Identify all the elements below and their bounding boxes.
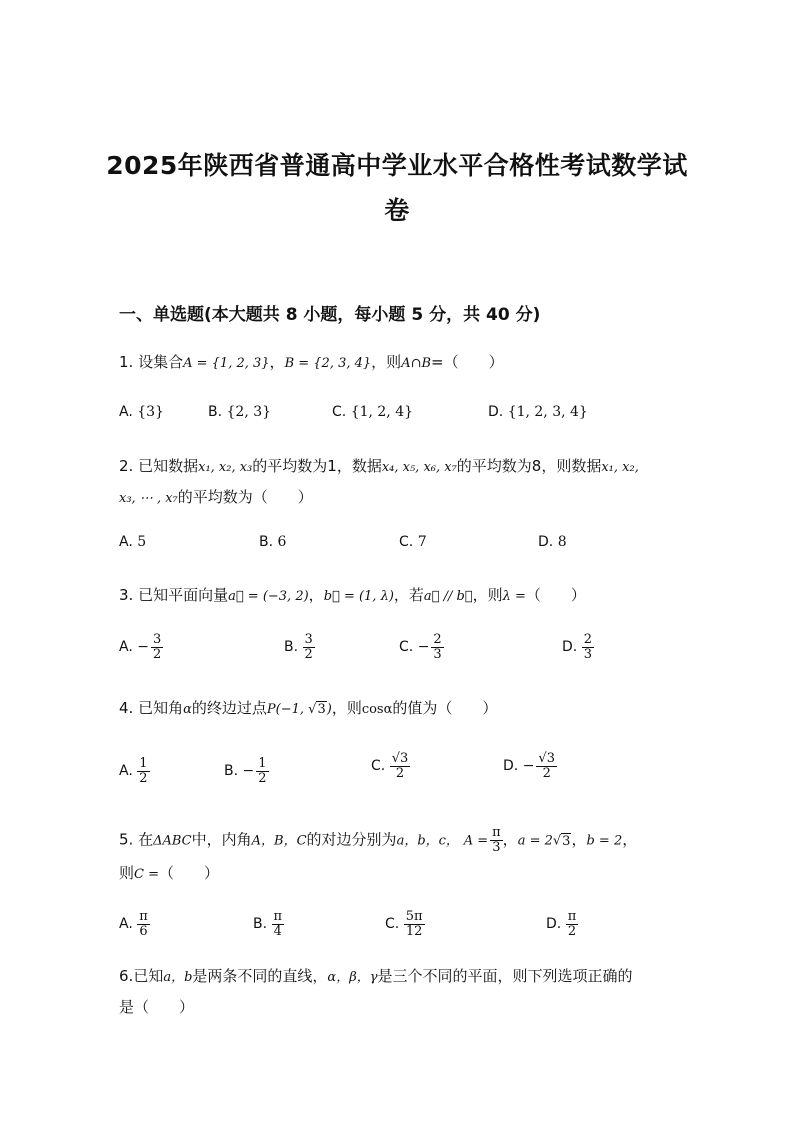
q3-option-d[interactable] — [562, 633, 594, 661]
option-label: A. — [119, 916, 133, 933]
set-b: B = {2, 3, 4} — [284, 356, 372, 371]
q1-option-a[interactable] — [119, 404, 164, 420]
negative-sign: − — [417, 639, 430, 656]
question-2-line2 — [119, 486, 313, 507]
fraction — [256, 757, 268, 785]
question-number: 4. — [119, 699, 134, 717]
page-title-line1: 2025年陕西省普通高中学业水平合格性考试数学试 — [106, 151, 688, 180]
angles: A，B，C — [251, 833, 307, 849]
q2-option-a[interactable] — [119, 534, 146, 550]
option-label: C. — [399, 534, 414, 550]
denominator: 12 — [404, 924, 425, 939]
question-text: 在 — [138, 830, 154, 849]
option-label: B. — [253, 916, 268, 933]
question-number: 5. — [119, 830, 134, 849]
question-text: 已知角 — [138, 699, 184, 717]
option-label: B. — [284, 639, 299, 656]
fraction — [536, 752, 557, 780]
option-value: {1, 2, 3, 4} — [507, 404, 588, 420]
q2-option-c[interactable] — [399, 534, 427, 550]
numerator: 2 — [583, 632, 592, 647]
angle-c-eq: C = — [134, 867, 159, 882]
question-text: 是两条不同的直线， — [192, 967, 328, 985]
radicand: 3 — [562, 833, 571, 849]
point-p-close: ) — [326, 702, 332, 717]
question-text: ，则 — [371, 353, 402, 371]
vector-a: a⃗ = (−3, 2) — [228, 589, 309, 604]
option-label: A. — [119, 639, 133, 656]
denominator: 4 — [272, 924, 285, 939]
question-text: ，则 — [472, 586, 503, 604]
question-1 — [119, 351, 504, 372]
numerator: √3 — [538, 751, 555, 766]
numerator: 1 — [258, 756, 267, 771]
side-b-eq: b = 2 — [586, 833, 623, 849]
option-value: {2, 3} — [226, 404, 272, 420]
option-label: B. — [224, 763, 239, 780]
denominator: 3 — [583, 646, 592, 662]
option-value: 5 — [137, 534, 147, 550]
option-value: 8 — [557, 534, 567, 550]
q4-option-a[interactable] — [119, 757, 150, 785]
question-text: 的终边过点 — [191, 699, 267, 717]
q4-option-b[interactable] — [224, 757, 269, 785]
fraction — [303, 633, 315, 661]
negative-sign: − — [137, 639, 149, 656]
question-text: ，则 — [331, 699, 362, 717]
denominator: 2 — [258, 770, 267, 786]
question-number: 6. — [119, 967, 134, 985]
punct: ， — [502, 830, 518, 849]
set-a: A = {1, 2, 3} — [183, 356, 270, 371]
question-text: 已知数据 — [138, 457, 199, 475]
punct: ， — [622, 830, 638, 849]
numerator: 3 — [152, 632, 162, 647]
question-number: 3. — [119, 586, 134, 604]
point-p: P(−1, — [266, 702, 309, 717]
numerator: 1 — [139, 756, 148, 771]
option-label: C. — [332, 404, 347, 420]
q5-option-c[interactable] — [385, 910, 425, 938]
planes: α，β，γ — [327, 970, 378, 985]
q2-option-b[interactable] — [259, 534, 286, 550]
denominator: 3 — [490, 840, 503, 855]
negative-sign: − — [242, 763, 255, 780]
q4-option-c[interactable] — [371, 752, 410, 780]
question-3 — [119, 584, 586, 605]
numerator: 5π — [405, 909, 423, 924]
punct: ， — [308, 586, 324, 604]
option-value: 7 — [417, 534, 427, 550]
option-label: D. — [538, 534, 554, 550]
question-text: 的平均数为1，数据 — [252, 457, 382, 475]
fraction — [566, 910, 579, 938]
vector-b: b⃗ = (1, λ) — [323, 589, 394, 604]
q5-option-a[interactable] — [119, 910, 150, 938]
option-label: D. — [488, 404, 504, 420]
denominator: 2 — [390, 766, 411, 781]
option-value: 6 — [277, 534, 287, 550]
option-label: A. — [119, 404, 133, 420]
data-set-2: x₄, x₅, x₆, x₇ — [381, 460, 457, 475]
question-6 — [119, 965, 633, 986]
punct: ， — [571, 830, 587, 849]
numerator: π — [492, 825, 501, 840]
q4-option-d[interactable] — [503, 752, 557, 780]
option-label: C. — [399, 639, 414, 656]
lines-ab: a，b — [163, 970, 193, 985]
side-a-eq: a = 2 — [517, 833, 553, 849]
question-text: 已知平面向量 — [138, 586, 229, 604]
question-2 — [119, 455, 639, 476]
option-label: D. — [503, 758, 519, 775]
data-set-3-cont: x₃, ⋯ , x₇ — [119, 491, 178, 506]
question-text: 的值为（ ） — [392, 699, 498, 717]
option-label: B. — [208, 404, 223, 420]
q5-option-b[interactable] — [253, 910, 284, 938]
q1-option-d[interactable] — [488, 404, 588, 420]
numerator: √3 — [391, 751, 409, 766]
fraction — [431, 633, 443, 661]
q2-option-d[interactable] — [538, 534, 567, 550]
option-label: C. — [371, 758, 386, 775]
fraction — [272, 910, 285, 938]
fraction — [137, 910, 150, 938]
question-text: 是三个不同的平面，则下列选项正确的 — [377, 967, 633, 985]
numerator: 2 — [433, 632, 442, 647]
fraction — [151, 633, 163, 661]
parallel-expr: a⃗ // b⃗ — [423, 589, 473, 604]
fraction — [582, 633, 594, 661]
question-text: 的对边分别为 — [306, 830, 397, 849]
denominator: 2 — [536, 766, 557, 781]
lambda-expr: λ = — [502, 589, 526, 604]
sides: a，b，c， — [396, 833, 459, 849]
q1-option-c[interactable] — [332, 404, 413, 420]
question-text: 已知 — [133, 967, 164, 985]
denominator: 2 — [139, 770, 148, 786]
question-number: 2. — [119, 457, 134, 475]
question-text: 设集合 — [138, 353, 184, 371]
q5-option-d[interactable] — [546, 910, 578, 938]
data-set-1: x₁, x₂, x₃ — [198, 460, 253, 475]
question-6-line2: 是（ ） — [119, 998, 195, 1016]
fraction — [490, 826, 503, 854]
question-5-line2 — [119, 862, 219, 883]
angle-a-eq: A = — [463, 833, 489, 849]
denominator: 2 — [566, 924, 579, 939]
question-4 — [119, 697, 497, 718]
question-text: （ ） — [525, 586, 586, 604]
fraction — [137, 757, 149, 785]
numerator: π — [139, 909, 148, 924]
question-text: 的平均数为（ ） — [177, 488, 313, 506]
option-label: A. — [119, 534, 133, 550]
numerator: π — [273, 909, 283, 924]
numerator: π — [567, 909, 577, 924]
denominator: 2 — [152, 646, 162, 662]
denominator: 2 — [304, 646, 313, 662]
sqrt-expr: √3 — [308, 702, 326, 717]
fraction — [390, 752, 411, 780]
sqrt-expr: √3 — [552, 833, 571, 849]
question-number: 1. — [119, 353, 134, 371]
question-text: 则 — [119, 864, 135, 882]
q3-option-b[interactable] — [284, 633, 315, 661]
triangle-name: ΔABC — [153, 833, 192, 849]
question-text: （ ） — [159, 864, 220, 882]
angle-symbol: α — [183, 702, 192, 717]
option-value: {1, 2, 4} — [350, 404, 414, 420]
radicand: 3 — [317, 702, 326, 717]
negative-sign: − — [522, 758, 535, 775]
question-5 — [119, 826, 637, 854]
q3-option-c[interactable] — [399, 633, 444, 661]
question-text: ，若 — [393, 586, 424, 604]
cos-expr: cosα — [361, 702, 393, 717]
question-text: 中，内角 — [191, 830, 252, 849]
numerator: 3 — [304, 632, 313, 647]
option-label: C. — [385, 916, 400, 933]
option-label: D. — [546, 916, 562, 933]
question-text: =（ ） — [431, 353, 504, 371]
page-title-line2: 卷 — [384, 196, 410, 225]
option-value: {3} — [137, 404, 164, 420]
option-label: D. — [562, 639, 578, 656]
question-text: 的平均数为8，则数据 — [456, 457, 602, 475]
denominator: 3 — [433, 646, 442, 662]
q3-option-a[interactable] — [119, 633, 163, 661]
option-label: B. — [259, 534, 274, 550]
option-label: A. — [119, 763, 133, 780]
section-heading: 一、单选题(本大题共 8 小题，每小题 5 分，共 40 分) — [119, 305, 541, 325]
q1-option-b[interactable] — [208, 404, 271, 420]
data-set-3: x₁, x₂, — [601, 460, 639, 475]
intersection-expr: A∩B — [401, 356, 432, 371]
denominator: 6 — [137, 924, 150, 939]
punct: ， — [269, 353, 285, 371]
fraction — [404, 910, 425, 938]
